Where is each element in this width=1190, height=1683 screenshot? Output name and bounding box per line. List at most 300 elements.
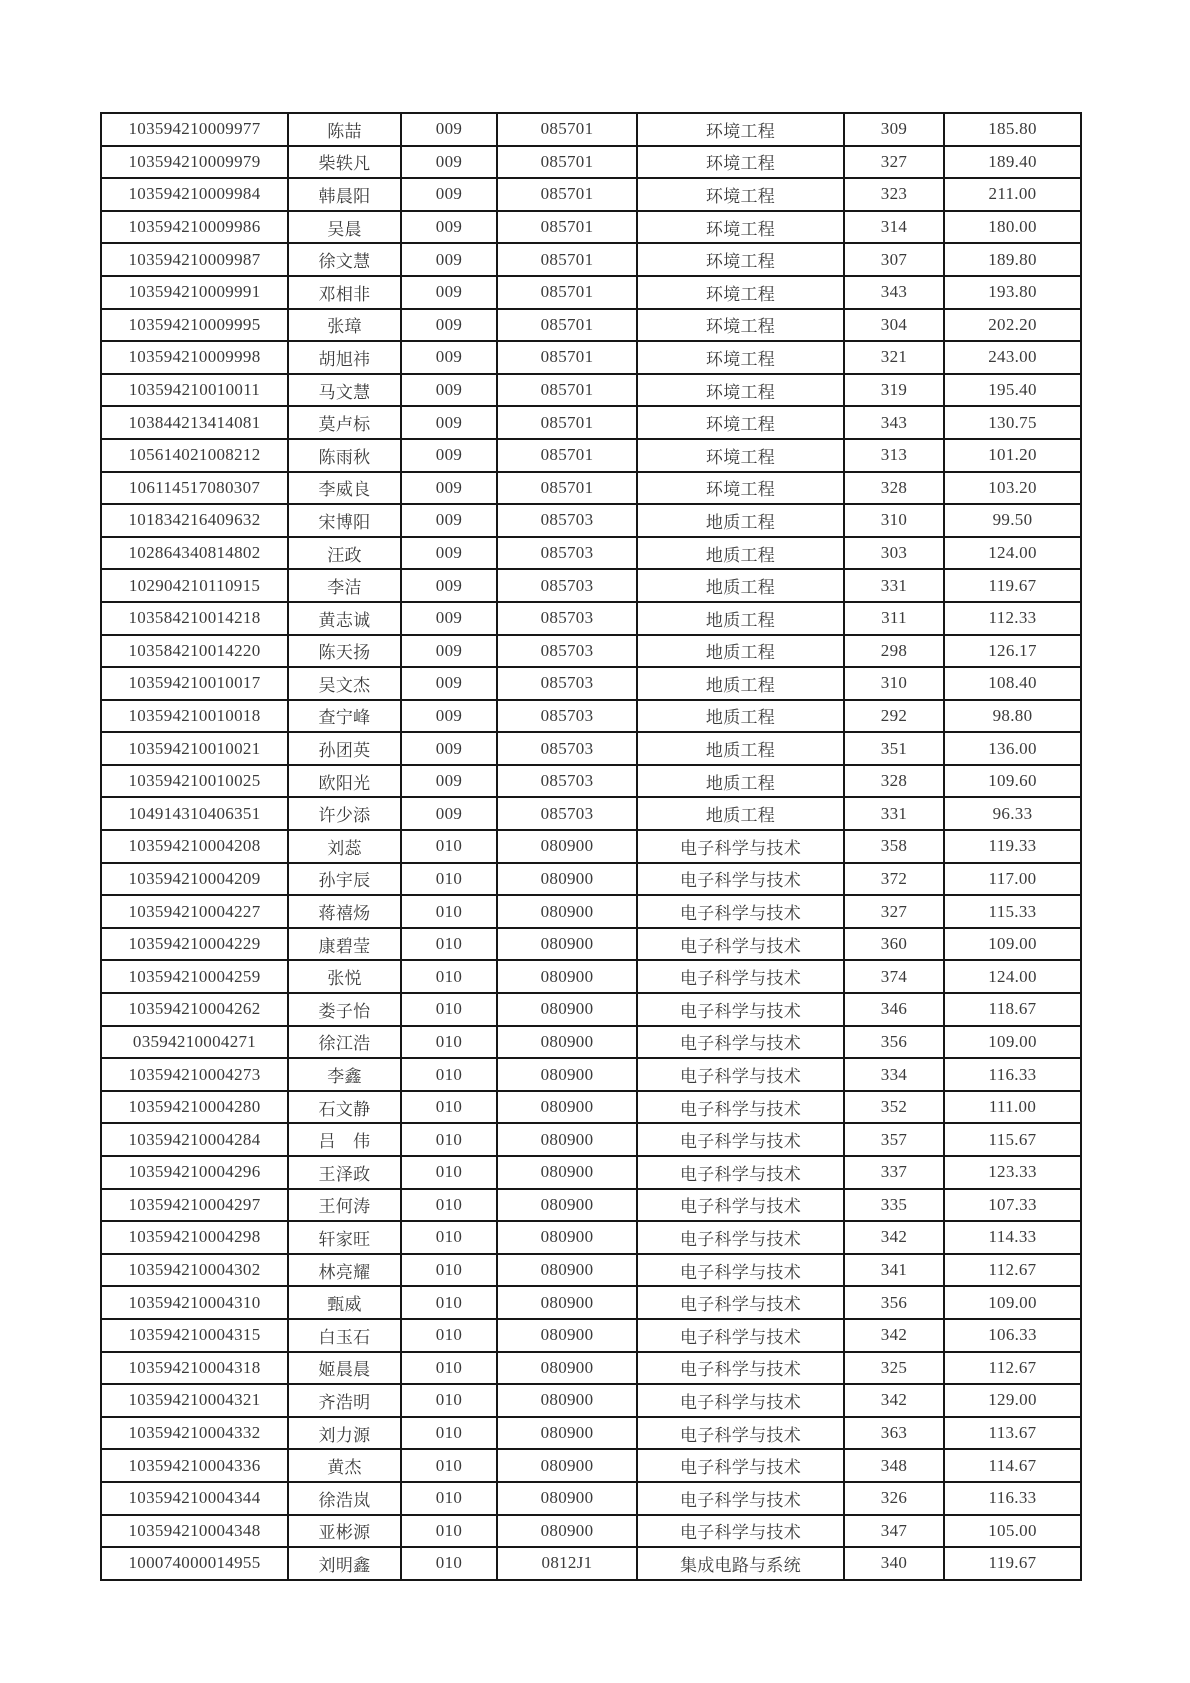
cell-score2: 109.00 <box>944 1026 1081 1059</box>
cell-id: 03594210004271 <box>101 1026 288 1059</box>
cell-major: 电子科学与技术 <box>637 1123 844 1156</box>
cell-major-code: 085701 <box>497 276 637 309</box>
cell-name: 轩家旺 <box>288 1221 401 1254</box>
table-row <box>101 602 1081 635</box>
table-row <box>101 243 1081 276</box>
cell-score1: 309 <box>844 113 944 146</box>
cell-major-code: 085701 <box>497 439 637 472</box>
table-row <box>101 1417 1081 1450</box>
cell-name: 吕 伟 <box>288 1123 401 1156</box>
cell-major-code: 085703 <box>497 569 637 602</box>
cell-major: 地质工程 <box>637 732 844 765</box>
cell-score2: 119.67 <box>944 1547 1081 1580</box>
cell-name: 康碧莹 <box>288 928 401 961</box>
cell-score2: 117.00 <box>944 863 1081 896</box>
cell-id: 103594210004297 <box>101 1189 288 1222</box>
cell-dept: 009 <box>401 765 497 798</box>
cell-name: 查宁峰 <box>288 700 401 733</box>
cell-id: 103594210009991 <box>101 276 288 309</box>
cell-major: 电子科学与技术 <box>637 1384 844 1417</box>
cell-score2: 114.33 <box>944 1221 1081 1254</box>
table-row <box>101 341 1081 374</box>
cell-id: 103584210014218 <box>101 602 288 635</box>
cell-major-code: 080900 <box>497 928 637 961</box>
cell-major: 电子科学与技术 <box>637 863 844 896</box>
cell-name: 黄志诚 <box>288 602 401 635</box>
cell-major-code: 080900 <box>497 1091 637 1124</box>
cell-score1: 372 <box>844 863 944 896</box>
cell-id: 103594210004262 <box>101 993 288 1026</box>
cell-major: 电子科学与技术 <box>637 1286 844 1319</box>
cell-score2: 195.40 <box>944 374 1081 407</box>
table-row <box>101 667 1081 700</box>
cell-name: 刘蕊 <box>288 830 401 863</box>
cell-score2: 109.00 <box>944 928 1081 961</box>
cell-score1: 348 <box>844 1449 944 1482</box>
cell-score2: 114.67 <box>944 1449 1081 1482</box>
cell-dept: 010 <box>401 1547 497 1580</box>
cell-id: 101834216409632 <box>101 504 288 537</box>
table-row <box>101 993 1081 1026</box>
cell-id: 103594210004315 <box>101 1319 288 1352</box>
cell-major: 环境工程 <box>637 113 844 146</box>
cell-name: 马文慧 <box>288 374 401 407</box>
cell-id: 103594210004332 <box>101 1417 288 1450</box>
cell-major: 地质工程 <box>637 602 844 635</box>
table-row <box>101 765 1081 798</box>
table-row <box>101 1058 1081 1091</box>
cell-dept: 010 <box>401 1156 497 1189</box>
cell-dept: 009 <box>401 309 497 342</box>
cell-major: 电子科学与技术 <box>637 1058 844 1091</box>
cell-name: 刘力源 <box>288 1417 401 1450</box>
table-row <box>101 1091 1081 1124</box>
cell-dept: 009 <box>401 439 497 472</box>
cell-score2: 185.80 <box>944 113 1081 146</box>
cell-name: 许少添 <box>288 797 401 830</box>
table-row <box>101 537 1081 570</box>
cell-dept: 010 <box>401 1091 497 1124</box>
cell-score2: 136.00 <box>944 732 1081 765</box>
cell-name: 陈喆 <box>288 113 401 146</box>
cell-score2: 243.00 <box>944 341 1081 374</box>
cell-major-code: 080900 <box>497 1058 637 1091</box>
cell-dept: 010 <box>401 1449 497 1482</box>
table-row <box>101 1254 1081 1287</box>
cell-major-code: 080900 <box>497 1352 637 1385</box>
cell-major-code: 080900 <box>497 1515 637 1548</box>
cell-name: 亚彬源 <box>288 1515 401 1548</box>
cell-id: 103594210009984 <box>101 178 288 211</box>
cell-id: 103594210004344 <box>101 1482 288 1515</box>
cell-score1: 358 <box>844 830 944 863</box>
table-row <box>101 1026 1081 1059</box>
cell-id: 103594210004298 <box>101 1221 288 1254</box>
cell-dept: 009 <box>401 472 497 505</box>
table-row <box>101 700 1081 733</box>
cell-score2: 109.60 <box>944 765 1081 798</box>
cell-major-code: 085701 <box>497 309 637 342</box>
cell-major: 电子科学与技术 <box>637 1026 844 1059</box>
cell-id: 103594210010025 <box>101 765 288 798</box>
cell-score1: 341 <box>844 1254 944 1287</box>
cell-major: 地质工程 <box>637 635 844 668</box>
cell-major: 地质工程 <box>637 667 844 700</box>
table-row <box>101 309 1081 342</box>
cell-score1: 307 <box>844 243 944 276</box>
cell-major-code: 085703 <box>497 667 637 700</box>
cell-id: 103594210010011 <box>101 374 288 407</box>
cell-major: 电子科学与技术 <box>637 1319 844 1352</box>
cell-major-code: 080900 <box>497 1189 637 1222</box>
cell-dept: 010 <box>401 1123 497 1156</box>
cell-dept: 010 <box>401 863 497 896</box>
cell-major-code: 085703 <box>497 537 637 570</box>
table-row <box>101 1189 1081 1222</box>
cell-score1: 340 <box>844 1547 944 1580</box>
cell-major: 环境工程 <box>637 146 844 179</box>
table-row <box>101 830 1081 863</box>
cell-dept: 010 <box>401 895 497 928</box>
cell-major-code: 080900 <box>497 1286 637 1319</box>
table-row <box>101 895 1081 928</box>
cell-dept: 009 <box>401 732 497 765</box>
cell-score2: 115.33 <box>944 895 1081 928</box>
cell-name: 林亮耀 <box>288 1254 401 1287</box>
cell-major-code: 080900 <box>497 1156 637 1189</box>
cell-score2: 123.33 <box>944 1156 1081 1189</box>
cell-major: 环境工程 <box>637 211 844 244</box>
cell-major-code: 080900 <box>497 1026 637 1059</box>
cell-major-code: 080900 <box>497 1384 637 1417</box>
cell-dept: 010 <box>401 993 497 1026</box>
cell-score2: 96.33 <box>944 797 1081 830</box>
cell-major-code: 085703 <box>497 504 637 537</box>
cell-score1: 346 <box>844 993 944 1026</box>
cell-id: 106114517080307 <box>101 472 288 505</box>
cell-major: 电子科学与技术 <box>637 895 844 928</box>
table-row <box>101 569 1081 602</box>
cell-major-code: 085703 <box>497 635 637 668</box>
cell-name: 王何涛 <box>288 1189 401 1222</box>
cell-major: 地质工程 <box>637 797 844 830</box>
cell-score1: 328 <box>844 472 944 505</box>
cell-id: 103594210004227 <box>101 895 288 928</box>
cell-score2: 107.33 <box>944 1189 1081 1222</box>
cell-score2: 113.67 <box>944 1417 1081 1450</box>
cell-name: 张悦 <box>288 960 401 993</box>
cell-major-code: 080900 <box>497 830 637 863</box>
cell-score2: 116.33 <box>944 1482 1081 1515</box>
table-row <box>101 374 1081 407</box>
cell-score2: 118.67 <box>944 993 1081 1026</box>
cell-name: 欧阳光 <box>288 765 401 798</box>
cell-dept: 010 <box>401 1286 497 1319</box>
cell-id: 103594210009987 <box>101 243 288 276</box>
cell-major: 电子科学与技术 <box>637 960 844 993</box>
cell-id: 103594210004229 <box>101 928 288 961</box>
table-row <box>101 1286 1081 1319</box>
cell-score1: 321 <box>844 341 944 374</box>
cell-id: 103594210004259 <box>101 960 288 993</box>
cell-major-code: 080900 <box>497 1449 637 1482</box>
cell-major: 集成电路与系统 <box>637 1547 844 1580</box>
cell-dept: 009 <box>401 667 497 700</box>
cell-major-code: 085701 <box>497 406 637 439</box>
cell-score2: 130.75 <box>944 406 1081 439</box>
cell-major: 电子科学与技术 <box>637 830 844 863</box>
cell-major: 环境工程 <box>637 341 844 374</box>
cell-major: 环境工程 <box>637 406 844 439</box>
cell-score1: 347 <box>844 1515 944 1548</box>
cell-score2: 115.67 <box>944 1123 1081 1156</box>
cell-major: 电子科学与技术 <box>637 1417 844 1450</box>
cell-id: 103594210004280 <box>101 1091 288 1124</box>
cell-major: 电子科学与技术 <box>637 1189 844 1222</box>
table-row <box>101 1319 1081 1352</box>
cell-major-code: 0812J1 <box>497 1547 637 1580</box>
cell-id: 103594210004310 <box>101 1286 288 1319</box>
table-row <box>101 1482 1081 1515</box>
table-row <box>101 1156 1081 1189</box>
cell-dept: 009 <box>401 635 497 668</box>
table-row <box>101 406 1081 439</box>
cell-major-code: 080900 <box>497 1254 637 1287</box>
cell-score2: 193.80 <box>944 276 1081 309</box>
cell-dept: 010 <box>401 1189 497 1222</box>
cell-major: 环境工程 <box>637 472 844 505</box>
cell-major: 电子科学与技术 <box>637 1091 844 1124</box>
cell-dept: 009 <box>401 537 497 570</box>
cell-score1: 337 <box>844 1156 944 1189</box>
cell-major: 电子科学与技术 <box>637 928 844 961</box>
cell-name: 柴轶凡 <box>288 146 401 179</box>
cell-score2: 124.00 <box>944 537 1081 570</box>
cell-score2: 103.20 <box>944 472 1081 505</box>
cell-id: 103594210010021 <box>101 732 288 765</box>
cell-name: 王泽政 <box>288 1156 401 1189</box>
table-row <box>101 439 1081 472</box>
cell-score1: 292 <box>844 700 944 733</box>
cell-id: 100074000014955 <box>101 1547 288 1580</box>
table-row <box>101 1449 1081 1482</box>
cell-major-code: 080900 <box>497 863 637 896</box>
cell-score1: 325 <box>844 1352 944 1385</box>
cell-score1: 303 <box>844 537 944 570</box>
cell-major-code: 085703 <box>497 765 637 798</box>
cell-score1: 310 <box>844 504 944 537</box>
cell-score1: 374 <box>844 960 944 993</box>
cell-score2: 98.80 <box>944 700 1081 733</box>
table-row <box>101 472 1081 505</box>
cell-major-code: 080900 <box>497 1319 637 1352</box>
cell-dept: 010 <box>401 960 497 993</box>
cell-score2: 111.00 <box>944 1091 1081 1124</box>
cell-name: 黄杰 <box>288 1449 401 1482</box>
cell-name: 李洁 <box>288 569 401 602</box>
cell-score1: 331 <box>844 797 944 830</box>
table-row <box>101 276 1081 309</box>
cell-major: 电子科学与技术 <box>637 1156 844 1189</box>
cell-score2: 106.33 <box>944 1319 1081 1352</box>
cell-score1: 360 <box>844 928 944 961</box>
cell-major-code: 085701 <box>497 341 637 374</box>
cell-score1: 334 <box>844 1058 944 1091</box>
cell-major: 电子科学与技术 <box>637 1254 844 1287</box>
cell-score2: 112.67 <box>944 1352 1081 1385</box>
cell-score2: 189.80 <box>944 243 1081 276</box>
table-row <box>101 1221 1081 1254</box>
cell-score1: 343 <box>844 276 944 309</box>
cell-id: 103594210004284 <box>101 1123 288 1156</box>
cell-score2: 180.00 <box>944 211 1081 244</box>
cell-major-code: 085703 <box>497 732 637 765</box>
cell-major-code: 085701 <box>497 472 637 505</box>
cell-major: 电子科学与技术 <box>637 1352 844 1385</box>
cell-score1: 343 <box>844 406 944 439</box>
cell-major-code: 085701 <box>497 211 637 244</box>
table-row <box>101 1123 1081 1156</box>
cell-score1: 331 <box>844 569 944 602</box>
cell-dept: 009 <box>401 797 497 830</box>
cell-name: 吴文杰 <box>288 667 401 700</box>
cell-major: 地质工程 <box>637 569 844 602</box>
cell-dept: 009 <box>401 113 497 146</box>
cell-name: 李威良 <box>288 472 401 505</box>
cell-dept: 009 <box>401 374 497 407</box>
cell-major: 电子科学与技术 <box>637 1449 844 1482</box>
table-row <box>101 928 1081 961</box>
cell-dept: 010 <box>401 1319 497 1352</box>
cell-id: 103594210004348 <box>101 1515 288 1548</box>
cell-dept: 009 <box>401 178 497 211</box>
cell-name: 李鑫 <box>288 1058 401 1091</box>
cell-score2: 119.67 <box>944 569 1081 602</box>
table-row <box>101 113 1081 146</box>
cell-major: 电子科学与技术 <box>637 1515 844 1548</box>
cell-id: 103594210009986 <box>101 211 288 244</box>
cell-name: 邓相非 <box>288 276 401 309</box>
cell-score2: 211.00 <box>944 178 1081 211</box>
cell-id: 102864340814802 <box>101 537 288 570</box>
cell-major-code: 080900 <box>497 1123 637 1156</box>
cell-id: 103594210009979 <box>101 146 288 179</box>
table-row <box>101 1352 1081 1385</box>
cell-id: 103594210004302 <box>101 1254 288 1287</box>
cell-dept: 010 <box>401 928 497 961</box>
table-body <box>101 113 1081 1580</box>
cell-score1: 335 <box>844 1189 944 1222</box>
cell-major: 电子科学与技术 <box>637 1221 844 1254</box>
cell-score2: 129.00 <box>944 1384 1081 1417</box>
cell-name: 娄子怡 <box>288 993 401 1026</box>
cell-name: 莫卢标 <box>288 406 401 439</box>
cell-dept: 009 <box>401 406 497 439</box>
cell-major-code: 085703 <box>497 797 637 830</box>
cell-id: 103594210004336 <box>101 1449 288 1482</box>
cell-dept: 009 <box>401 243 497 276</box>
table-row <box>101 1384 1081 1417</box>
cell-score2: 202.20 <box>944 309 1081 342</box>
cell-major-code: 085701 <box>497 178 637 211</box>
cell-score1: 327 <box>844 895 944 928</box>
cell-score1: 323 <box>844 178 944 211</box>
cell-score2: 101.20 <box>944 439 1081 472</box>
cell-major-code: 085703 <box>497 602 637 635</box>
cell-id: 103584210014220 <box>101 635 288 668</box>
cell-score2: 119.33 <box>944 830 1081 863</box>
table-row <box>101 1547 1081 1580</box>
cell-score2: 109.00 <box>944 1286 1081 1319</box>
cell-dept: 009 <box>401 276 497 309</box>
cell-name: 吴晨 <box>288 211 401 244</box>
cell-dept: 009 <box>401 146 497 179</box>
cell-score2: 112.67 <box>944 1254 1081 1287</box>
cell-major-code: 080900 <box>497 1221 637 1254</box>
cell-dept: 009 <box>401 341 497 374</box>
cell-id: 103594210004273 <box>101 1058 288 1091</box>
cell-major: 地质工程 <box>637 765 844 798</box>
cell-dept: 009 <box>401 602 497 635</box>
cell-id: 103844213414081 <box>101 406 288 439</box>
cell-name: 孙宇辰 <box>288 863 401 896</box>
admission-results-table <box>100 112 1082 1581</box>
cell-major: 地质工程 <box>637 504 844 537</box>
cell-dept: 010 <box>401 1221 497 1254</box>
cell-name: 陈天扬 <box>288 635 401 668</box>
cell-major-code: 085701 <box>497 374 637 407</box>
cell-dept: 010 <box>401 1352 497 1385</box>
cell-name: 汪政 <box>288 537 401 570</box>
cell-score2: 112.33 <box>944 602 1081 635</box>
cell-name: 孙团英 <box>288 732 401 765</box>
cell-name: 张璋 <box>288 309 401 342</box>
cell-score1: 342 <box>844 1221 944 1254</box>
cell-score1: 314 <box>844 211 944 244</box>
cell-major-code: 085701 <box>497 243 637 276</box>
cell-major-code: 080900 <box>497 993 637 1026</box>
cell-major: 环境工程 <box>637 439 844 472</box>
cell-major: 电子科学与技术 <box>637 1482 844 1515</box>
cell-dept: 010 <box>401 1058 497 1091</box>
cell-score2: 108.40 <box>944 667 1081 700</box>
cell-score2: 126.17 <box>944 635 1081 668</box>
cell-name: 甄威 <box>288 1286 401 1319</box>
cell-name: 陈雨秋 <box>288 439 401 472</box>
cell-major: 环境工程 <box>637 178 844 211</box>
cell-major: 环境工程 <box>637 374 844 407</box>
cell-score1: 298 <box>844 635 944 668</box>
table-row <box>101 732 1081 765</box>
cell-dept: 010 <box>401 1515 497 1548</box>
cell-dept: 009 <box>401 700 497 733</box>
cell-id: 103594210009977 <box>101 113 288 146</box>
cell-name: 韩晨阳 <box>288 178 401 211</box>
cell-id: 102904210110915 <box>101 569 288 602</box>
table-row <box>101 211 1081 244</box>
cell-major: 电子科学与技术 <box>637 993 844 1026</box>
cell-dept: 009 <box>401 569 497 602</box>
cell-score1: 356 <box>844 1286 944 1319</box>
cell-score1: 356 <box>844 1026 944 1059</box>
cell-dept: 010 <box>401 1417 497 1450</box>
cell-score1: 319 <box>844 374 944 407</box>
cell-dept: 010 <box>401 1482 497 1515</box>
cell-dept: 009 <box>401 504 497 537</box>
cell-major-code: 085701 <box>497 113 637 146</box>
cell-name: 石文静 <box>288 1091 401 1124</box>
cell-score2: 189.40 <box>944 146 1081 179</box>
